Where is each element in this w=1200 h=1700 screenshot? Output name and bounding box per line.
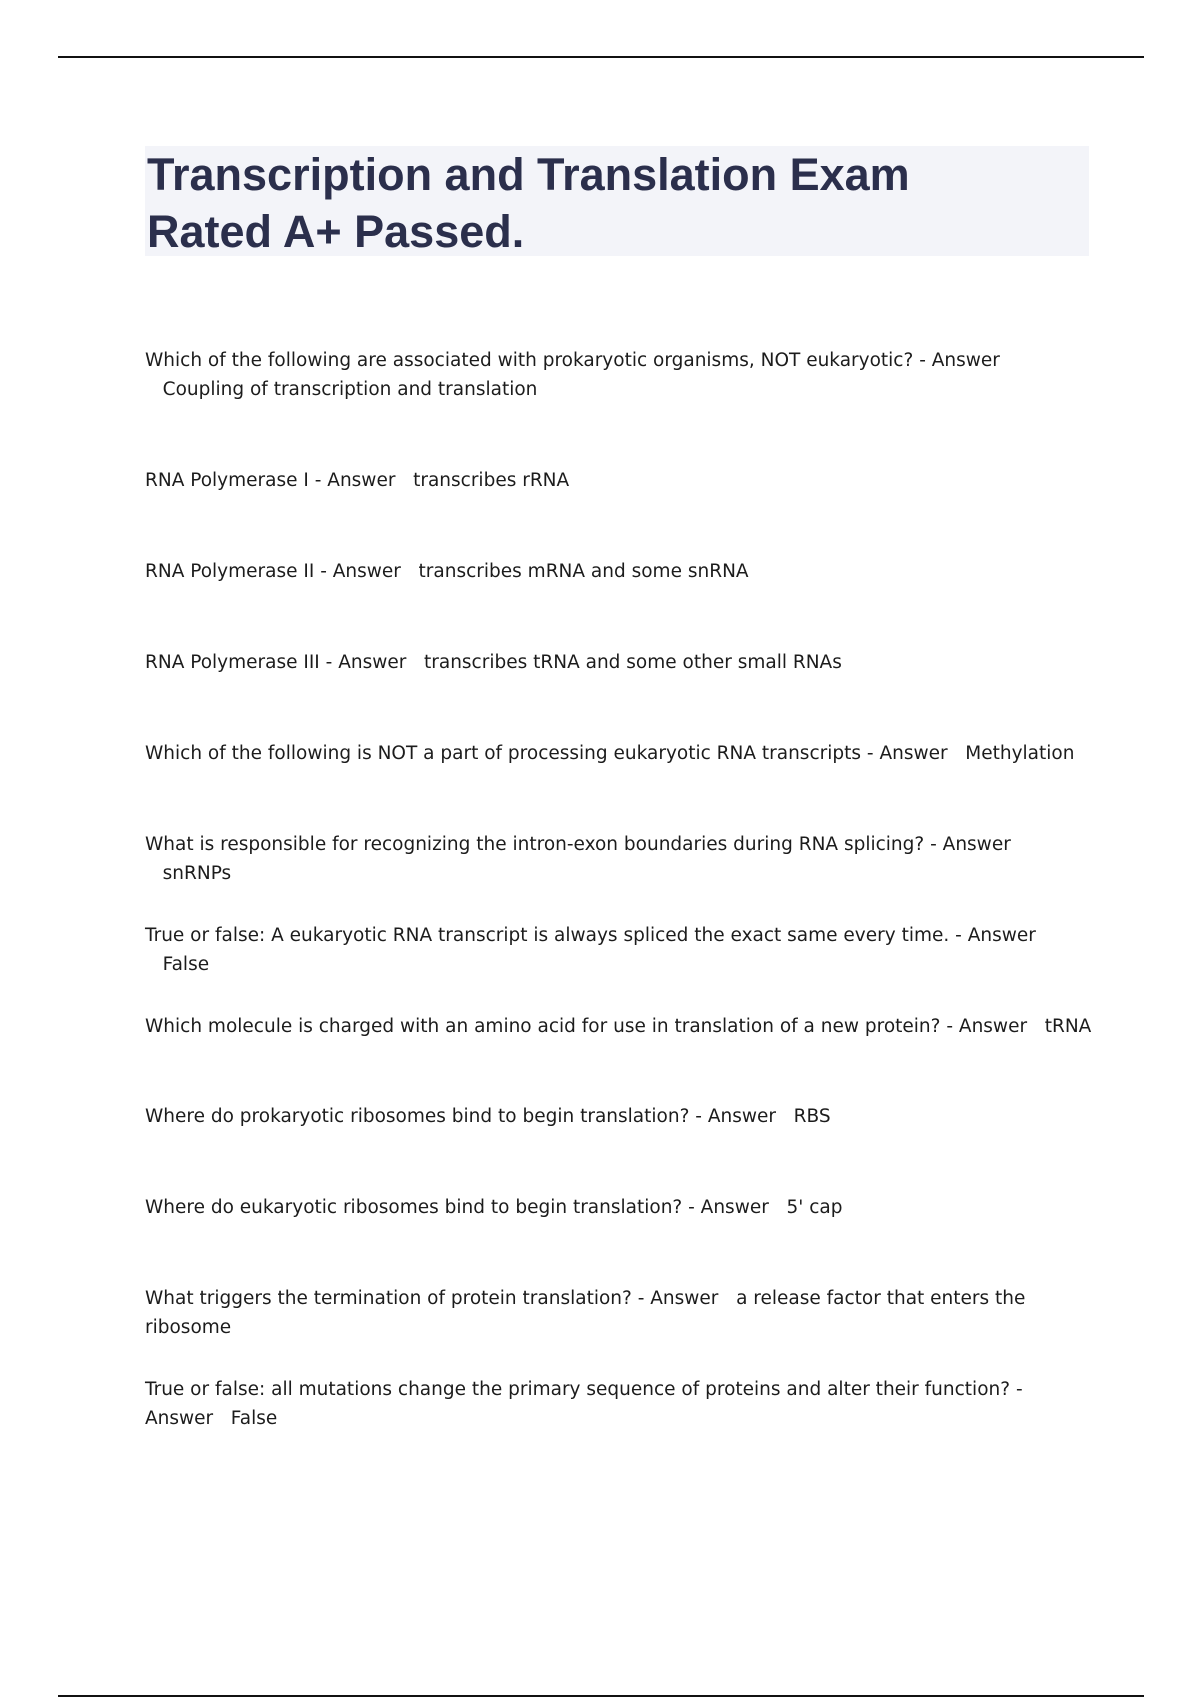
qa-item xyxy=(145,1012,1095,1041)
qa-item xyxy=(145,1284,1095,1342)
top-divider xyxy=(58,56,1144,58)
question-text: Which of the following are associated with prokaryotic organisms, NOT eukaryotic? xyxy=(145,350,914,371)
question-text: True or false: all mutations change the primary sequence of proteins and alter their function? xyxy=(145,1379,1011,1400)
title-line-2: Rated A+ Passed. xyxy=(147,206,525,257)
qa-item xyxy=(145,1102,1095,1131)
answer-label: - Answer xyxy=(314,470,396,491)
question-text: Which of the following is NOT a part of processing eukaryotic RNA transcripts xyxy=(145,743,861,764)
question-text: Where do prokaryotic ribosomes bind to begin translation? xyxy=(145,1106,690,1127)
qa-item xyxy=(145,346,1095,404)
answer-text: a release factor that enters the ribosome xyxy=(145,1288,1026,1338)
question-text: Where do eukaryotic ribosomes bind to begin translation? xyxy=(145,1197,683,1218)
qa-item xyxy=(145,466,1095,495)
answer-label: - Answer xyxy=(637,1288,719,1309)
answer-label: - Answer xyxy=(320,561,401,582)
bottom-divider xyxy=(58,1695,1144,1697)
qa-item xyxy=(145,739,1095,768)
answer-text: tRNA xyxy=(1044,1016,1092,1037)
answer-label: - Answer xyxy=(866,743,948,764)
qa-item xyxy=(145,648,1095,677)
qa-item xyxy=(145,921,1095,979)
document-title xyxy=(147,146,1089,260)
qa-item xyxy=(145,1193,1095,1222)
answer-label: - Answer xyxy=(930,834,1011,855)
question-text: True or false: A eukaryotic RNA transcript is always spliced the exact same every time. xyxy=(145,925,950,946)
question-text: What is responsible for recognizing the intron-exon boundaries during RNA splicing? xyxy=(145,834,925,855)
answer-text: Coupling of transcription and translation xyxy=(162,379,538,400)
answer-text: transcribes rRNA xyxy=(413,470,570,491)
question-text: RNA Polymerase II xyxy=(145,561,315,582)
answer-label: - Answer xyxy=(145,1379,1023,1429)
answer-text: 5' cap xyxy=(786,1197,843,1218)
answer-text: transcribes mRNA and some snRNA xyxy=(418,561,749,582)
answer-text: False xyxy=(162,954,210,975)
question-text: RNA Polymerase III xyxy=(145,652,320,673)
answer-label: - Answer xyxy=(946,1016,1028,1037)
answer-text: snRNPs xyxy=(162,863,232,884)
question-text: What triggers the termination of protein translation? xyxy=(145,1288,632,1309)
question-text: RNA Polymerase I xyxy=(145,470,309,491)
answer-label: - Answer xyxy=(325,652,407,673)
answer-text: False xyxy=(230,1408,278,1429)
qa-item xyxy=(145,557,1095,586)
answer-label: - Answer xyxy=(955,925,1036,946)
title-line-1: Transcription and Translation Exam xyxy=(147,149,910,200)
answer-label: - Answer xyxy=(695,1106,776,1127)
answer-text: transcribes tRNA and some other small RNAs xyxy=(424,652,842,673)
question-text: Which molecule is charged with an amino acid for use in translation of a new protein? xyxy=(145,1016,941,1037)
answer-label: - Answer xyxy=(688,1197,769,1218)
qa-item xyxy=(145,830,1095,888)
answer-text: RBS xyxy=(793,1106,831,1127)
answer-text: Methylation xyxy=(965,743,1075,764)
qa-item xyxy=(145,1375,1095,1433)
answer-label: - Answer xyxy=(919,350,1000,371)
title-block xyxy=(145,146,1089,256)
